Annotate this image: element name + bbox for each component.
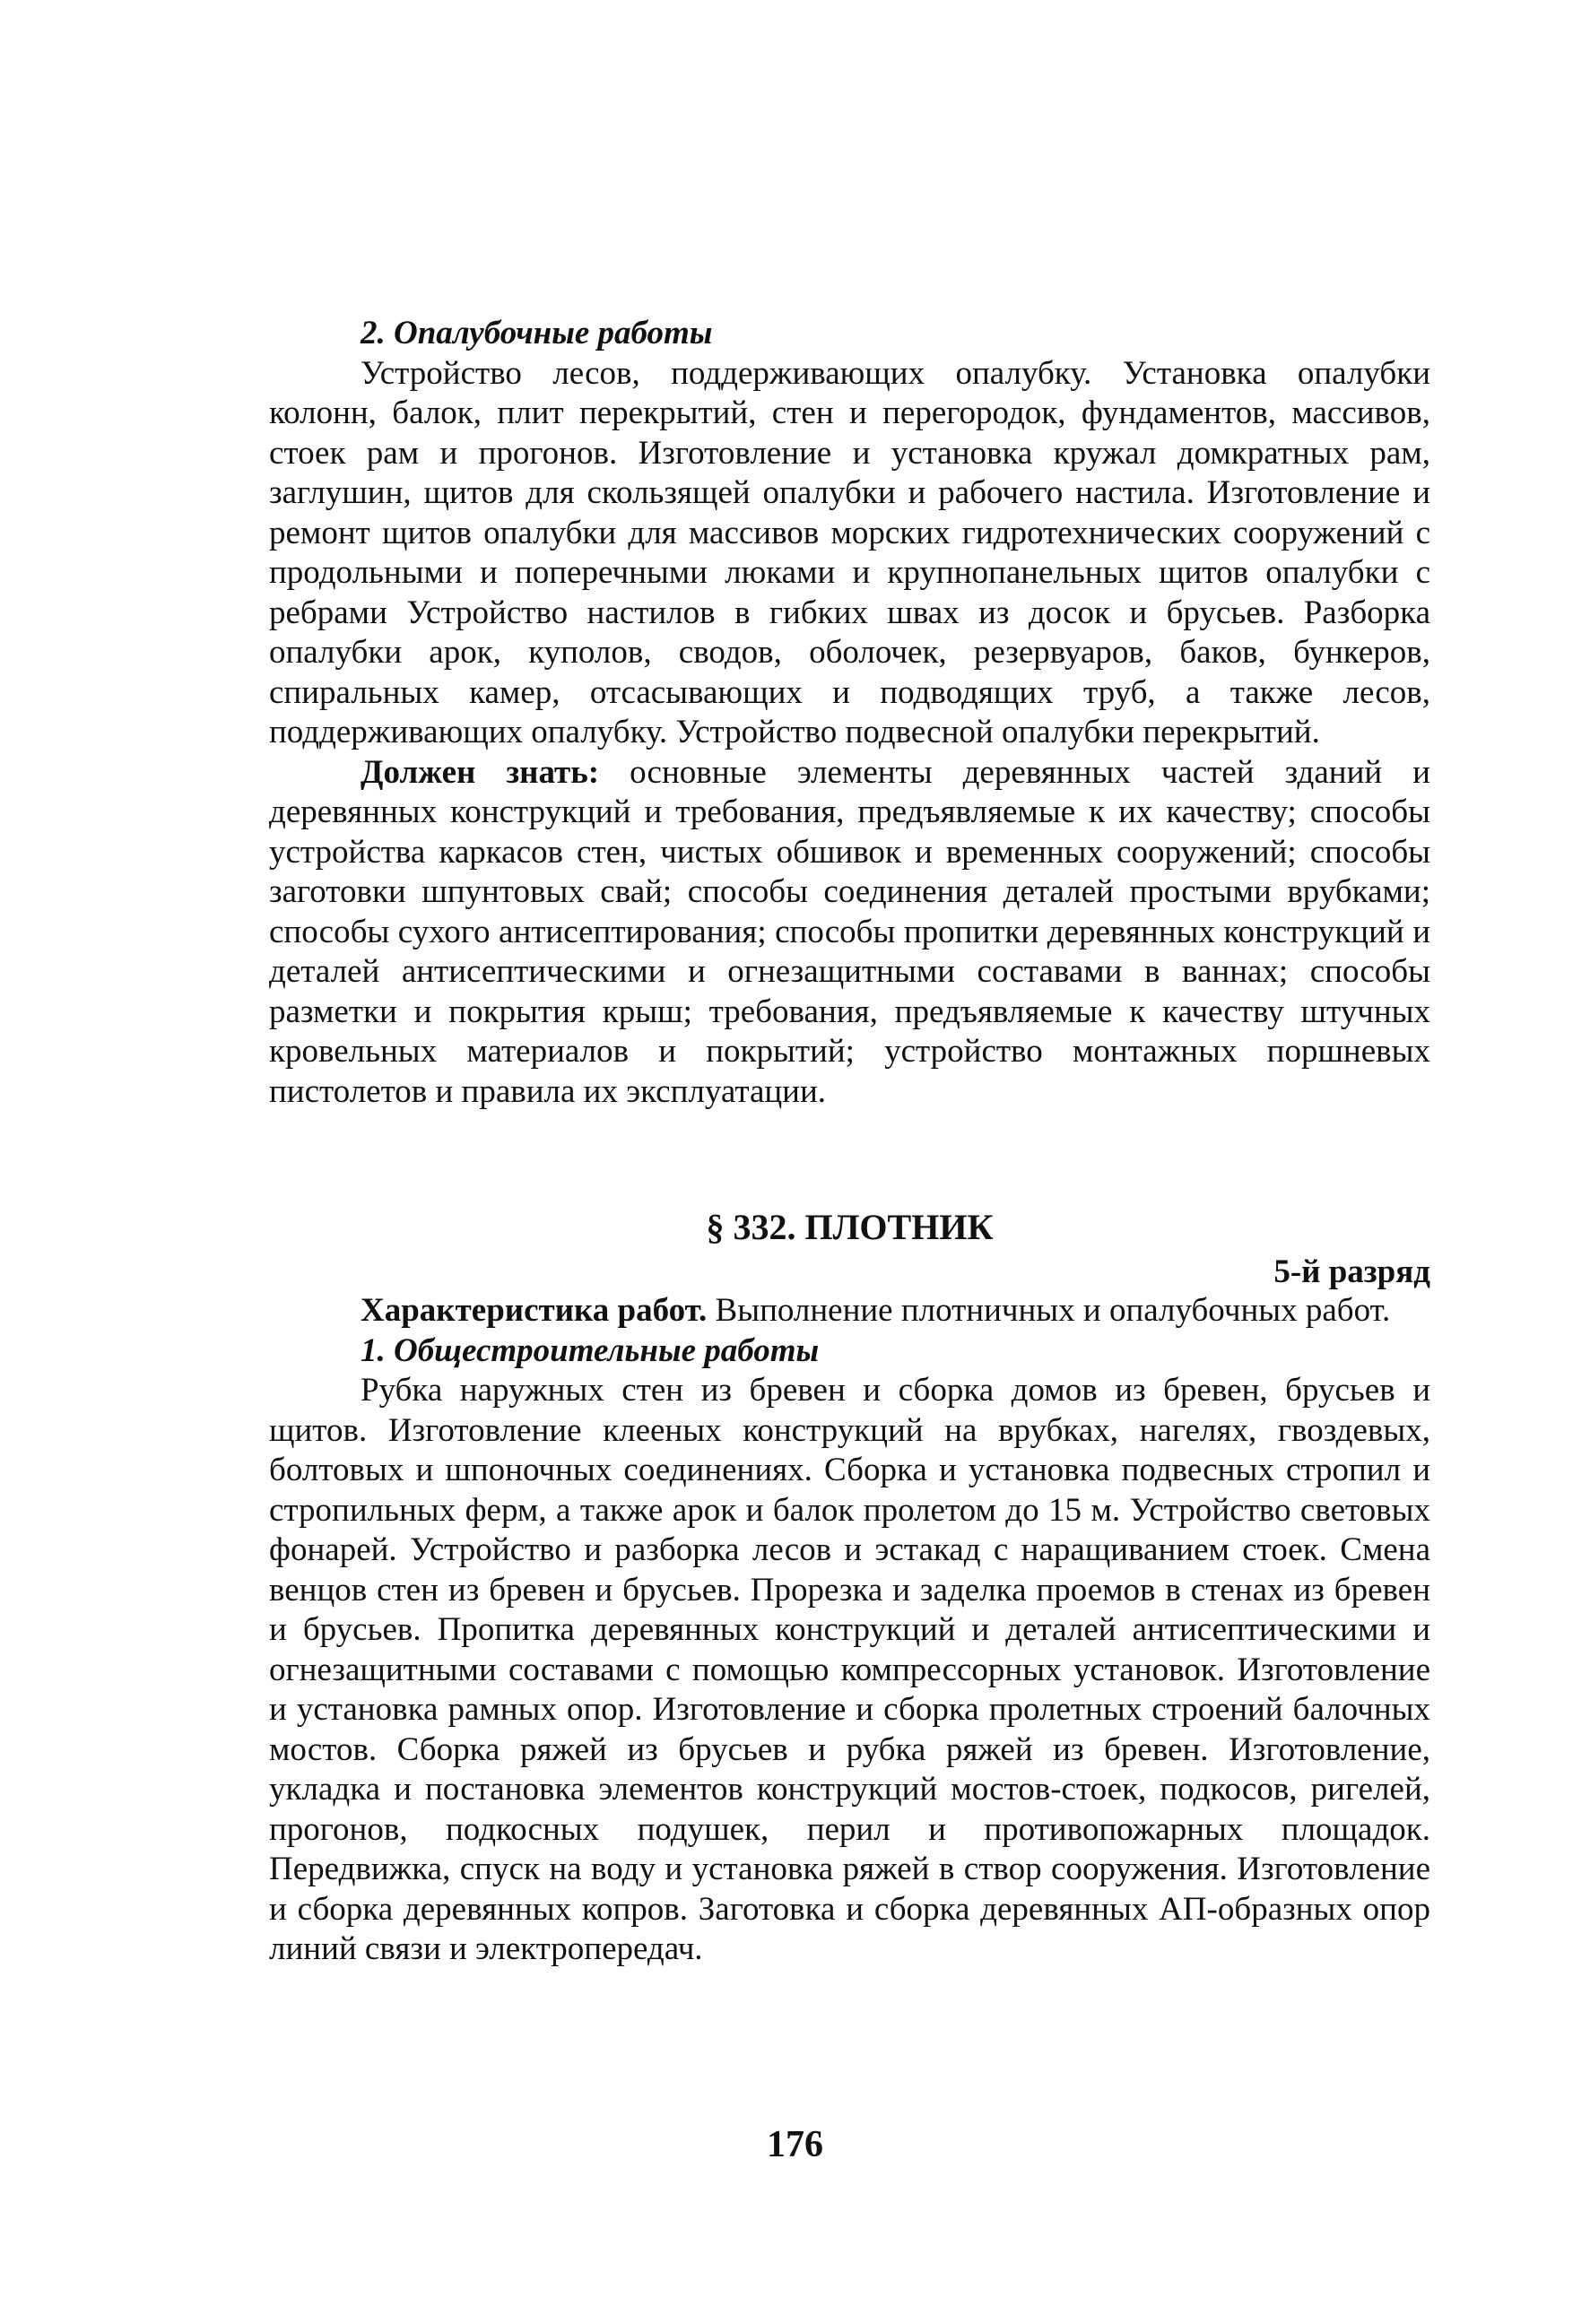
paragraph-must-know xyxy=(269,753,1430,1113)
characteristic-label: Характеристика работ. xyxy=(361,1292,708,1329)
paragraph-general-construction: Рубка наружных стен из бревен и сборка домов из бревен, брусьев и щитов. Изготовление клееных конструкций на врубках, нагелях, гвоздевых, болтовых и шпоночных соединениях. Сборка и установка подвесных стропил и стропильных ферм, а также арок и балок пролетом до 15 м. Устройство световых фонарей. Устройство и разборка лесов и эстакад с наращиванием стоек. Смена венцов стен из бревен и брусьев. Прорезка и заделка проемов в стенах из бревен и брусьев. Пропитка деревянных конструкций и деталей антисептическими и огнезащитными составами с помощью компрессорных установок. Изготовление и установка рамных опор. Изготовление и сборка пролетных строений балочных мостов. Сборка ряжей из брусьев и рубка ряжей из бревен. Изготовление, укладка и постановка элементов конструкций мостов-стоек, подкосов, ригелей, прогонов, подкосных подушек, перил и противопожарных площадок. Передвижка, спуск на воду и установка ряжей в створ сооружения. Изготовление и сборка деревянных копров. Заготовка и сборка деревянных АП-образных опор линий связи и электропередач. xyxy=(269,1372,1430,1967)
must-know-text: основные элементы деревянных частей зданий и деревянных конструкций и требования, предъявляемые к их качеству; способы устройства каркасов стен, чистых обшивок и временных сооружений; способы заготовки шпунтовых свай; способы соединения деталей простыми врубками; способы сухого антисептирования; способы пропитки деревянных конструкций и деталей антисептическими и огнезащитными составами в ваннах; способы разметки и покрытия крыш; требования, предъявляемые к качеству штучных кровельных материалов и покрытий; устройство монтажных поршневых пистолетов и правила их эксплуатации. xyxy=(269,753,1430,1110)
section-title: § 332. ПЛОТНИК xyxy=(706,1207,994,1247)
must-know-label: Должен знать: xyxy=(361,753,600,791)
subheading-general-construction: 1. Общестроительные работы xyxy=(361,1331,820,1369)
upper-text-block xyxy=(269,314,1430,1112)
paragraph-characteristic xyxy=(269,1291,1430,1331)
subheading-formwork: 2. Опалубочные работы xyxy=(361,315,713,351)
page-number: 176 xyxy=(767,2124,823,2165)
grade-label: 5-й разряд xyxy=(1273,1253,1430,1290)
paragraph-formwork: Устройство лесов, поддерживающих опалубку. Установка опалубки колонн, балок, плит перекрытий, стен и перегородок, фундаментов, массивов, стоек рам и прогонов. Изготовление и установка кружал домкратных рам, заглушин, щитов для скользящей опалубки и рабочего настила. Изготовление и ремонт щитов опалубки для массивов морских гидротехнических сооружений с продольными и поперечными люками и крупнопанельных щитов опалубки с ребрами Устройство настилов в гибких швах из досок и брусьев. Разборка опалубки арок, куполов, сводов, оболочек, резервуаров, баков, бункеров, спиральных камер, отсасывающих и подводящих труб, а также лесов, поддерживающих опалубку. Устройство подвесной опалубки перекрытий. xyxy=(269,354,1430,750)
lower-text-block xyxy=(269,1291,1430,1970)
characteristic-text: Выполнение плотничных и опалубочных работ. xyxy=(707,1292,1391,1329)
